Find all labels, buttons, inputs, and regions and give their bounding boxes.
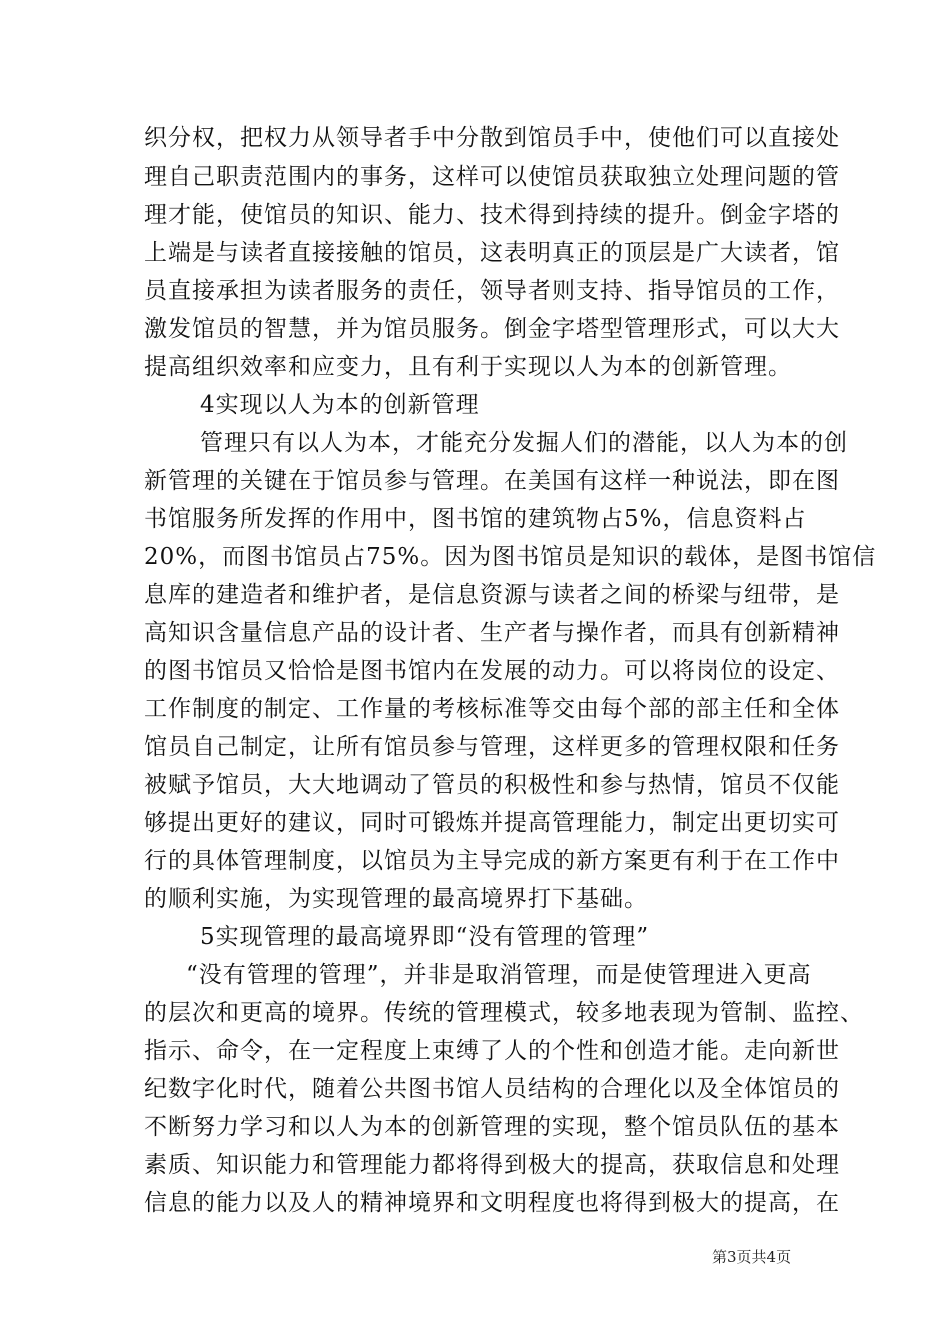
- section-heading: 5实现管理的最高境界即“没有管理的管理”: [200, 924, 650, 950]
- body-text-line: 息库的建造者和维护者，是信息资源与读者之间的桥梁与纽带，是: [144, 582, 840, 608]
- body-text-line: 不断努力学习和以人为本的创新管理的实现，整个馆员队伍的基本: [144, 1114, 840, 1140]
- body-text-line: 素质、知识能力和管理能力都将得到极大的提高，获取信息和处理: [144, 1152, 840, 1178]
- body-text-line: 纪数字化时代，随着公共图书馆人员结构的合理化以及全体馆员的: [144, 1076, 840, 1102]
- body-text-line: 理才能，使馆员的知识、能力、技术得到持续的提升。倒金字塔的: [144, 202, 840, 228]
- body-text-line: 20%，而图书馆员占75%。因为图书馆员是知识的载体，是图书馆信: [144, 544, 877, 570]
- body-text-line: “没有管理的管理”，并非是取消管理，而是使管理进入更高: [186, 962, 812, 988]
- body-text-line: 激发馆员的智慧，并为馆员服务。倒金字塔型管理形式，可以大大: [144, 316, 840, 342]
- body-text-line: 指示、命令，在一定程度上束缚了人的个性和创造才能。走向新世: [144, 1038, 840, 1064]
- body-text-line: 高知识含量信息产品的设计者、生产者与操作者，而具有创新精神: [144, 620, 840, 646]
- body-text-line: 上端是与读者直接接触的馆员，这表明真正的顶层是广大读者，馆: [144, 240, 840, 266]
- page-number: 第3页共4页: [712, 1248, 792, 1266]
- body-text-line: 行的具体管理制度，以馆员为主导完成的新方案更有利于在工作中: [144, 848, 840, 874]
- body-text-line: 的顺利实施，为实现管理的最高境界打下基础。: [144, 886, 648, 912]
- body-text-line: 够提出更好的建议，同时可锻炼并提高管理能力，制定出更切实可: [144, 810, 840, 836]
- body-text-line: 提高组织效率和应变力，且有利于实现以人为本的创新管理。: [144, 354, 792, 380]
- body-text-line: 新管理的关键在于馆员参与管理。在美国有这样一种说法，即在图: [144, 468, 840, 494]
- body-text-line: 工作制度的制定、工作量的考核标准等交由每个部的部主任和全体: [144, 696, 840, 722]
- section-heading: 4实现以人为本的创新管理: [200, 392, 480, 418]
- body-text-line: 馆员自己制定，让所有馆员参与管理，这样更多的管理权限和任务: [144, 734, 840, 760]
- body-text-line: 书馆服务所发挥的作用中，图书馆的建筑物占5%，信息资料占: [144, 506, 807, 532]
- body-text-line: 的层次和更高的境界。传统的管理模式，较多地表现为管制、监控、: [144, 1000, 864, 1026]
- body-text-line: 理自己职责范围内的事务，这样可以使馆员获取独立处理问题的管: [144, 164, 840, 190]
- body-text-line: 被赋予馆员，大大地调动了管员的积极性和参与热情，馆员不仅能: [144, 772, 840, 798]
- body-text-line: 员直接承担为读者服务的责任，领导者则支持、指导馆员的工作，: [144, 278, 840, 304]
- body-text-line: 织分权，把权力从领导者手中分散到馆员手中，使他们可以直接处: [144, 125, 840, 151]
- body-text-line: 管理只有以人为本，才能充分发掘人们的潜能，以人为本的创: [200, 430, 848, 456]
- body-text-line: 的图书馆员又恰恰是图书馆内在发展的动力。可以将岗位的设定、: [144, 658, 840, 684]
- body-text-line: 信息的能力以及人的精神境界和文明程度也将得到极大的提高，在: [144, 1190, 840, 1216]
